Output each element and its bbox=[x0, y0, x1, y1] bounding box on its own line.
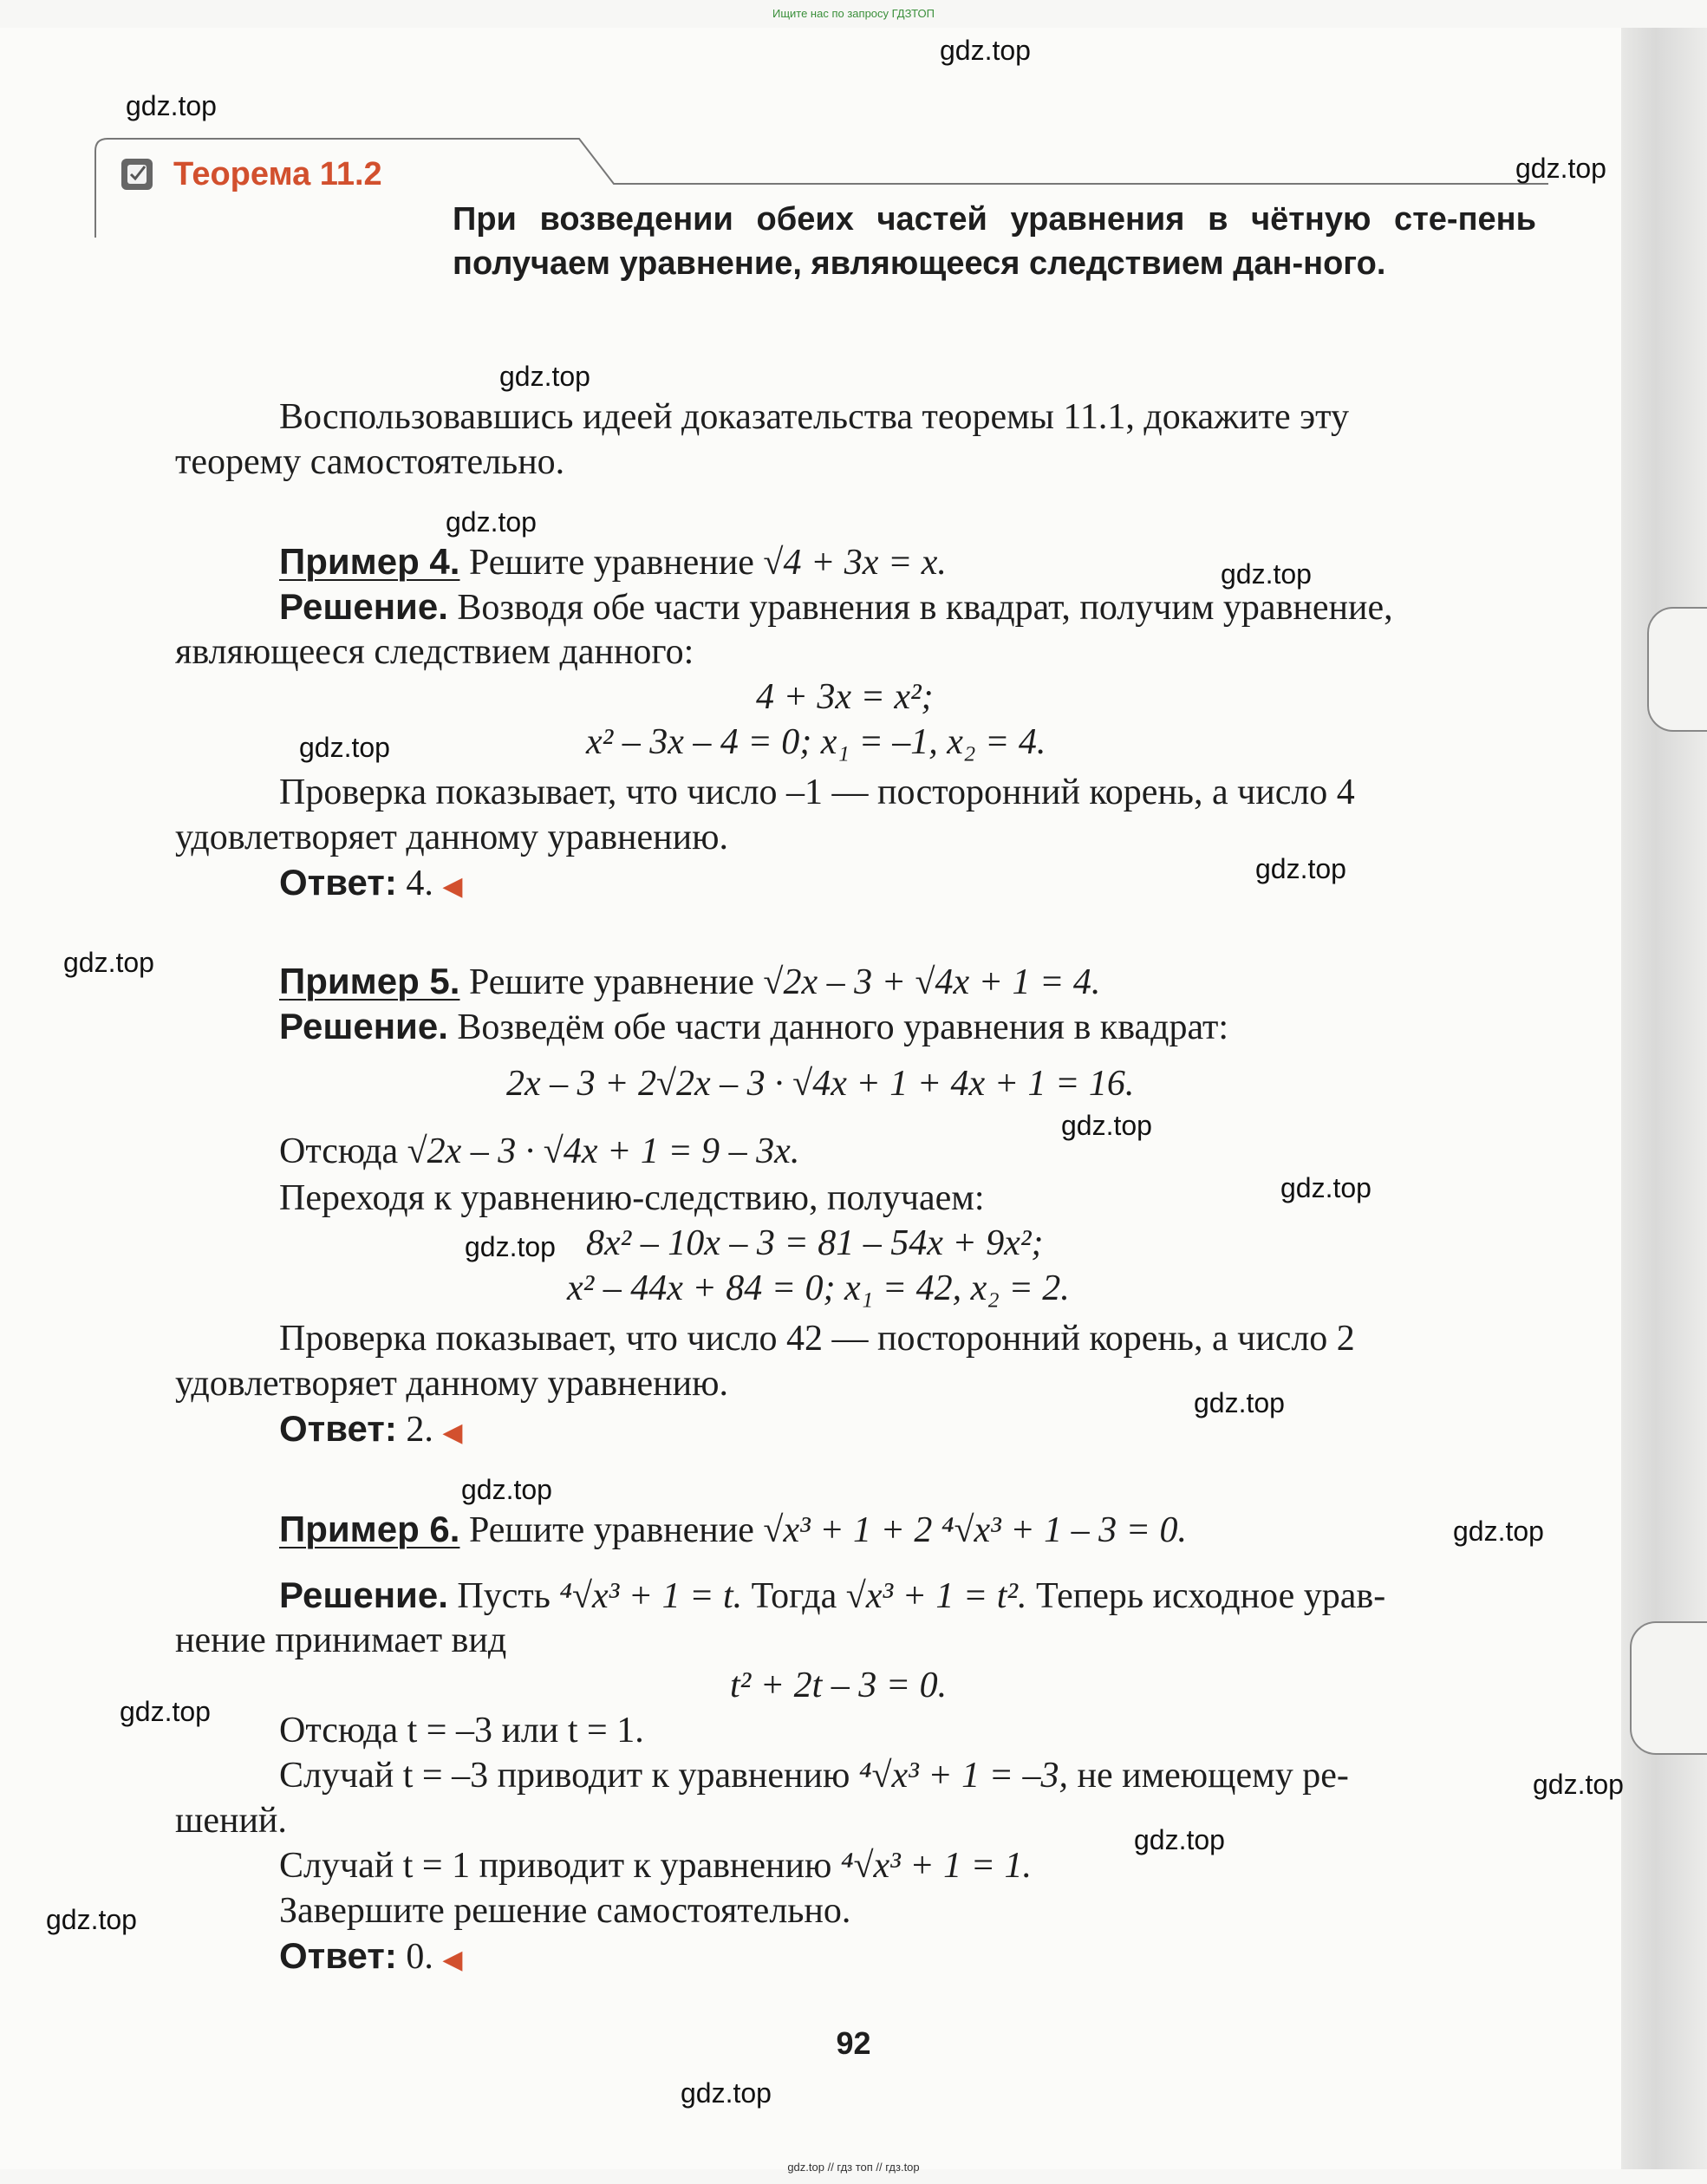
example-4-answer bbox=[279, 860, 462, 909]
page-tab-bottom bbox=[1630, 1621, 1707, 1755]
example-6-sub: ⁴√x³ + 1 = t. bbox=[559, 1576, 743, 1616]
example-4-equation: √4 + 3x = x. bbox=[763, 543, 947, 583]
example-6-hence: Отсюда t = –3 или t = 1. bbox=[279, 1711, 644, 1750]
example-4-answer-value: 4. bbox=[406, 864, 433, 903]
example-6-eq-1: t² + 2t – 3 = 0. bbox=[730, 1666, 948, 1705]
theorem-title: Теорема 11.2 bbox=[173, 156, 382, 192]
example-6-task bbox=[279, 1507, 1187, 1553]
example-4-solution-line-2: являющееся следствием данного: bbox=[175, 632, 694, 672]
example-6-rest: Теперь исходное урав- bbox=[1036, 1576, 1386, 1616]
example-6-case-2 bbox=[279, 1843, 1032, 1888]
example-5-check-1: Проверка показывает, что число 42 — посторонний корень, а число 2 bbox=[279, 1319, 1355, 1359]
example-4-solution-text: Возводя обе части уравнения в квадрат, получим уравнение, bbox=[457, 588, 1393, 628]
example-5-hence-text: Отсюда bbox=[279, 1131, 399, 1171]
example-6-finish: Завершите решение самостоятельно. bbox=[279, 1891, 851, 1931]
example-6-solution-line-2: нение принимает вид bbox=[175, 1620, 507, 1660]
end-marker-icon: ◀ bbox=[442, 1946, 463, 1974]
example-4-solution bbox=[279, 584, 1393, 630]
theorem-text: При возведении обеих частей уравнения в чётную сте-пень получаем уравнение, являющееся следствием дан-ного. bbox=[453, 201, 1536, 282]
watermark: gdz.top bbox=[46, 1904, 137, 1935]
end-marker-icon: ◀ bbox=[442, 1418, 463, 1447]
intro-line-1: Воспользовавшись идеей доказательства теоремы 11.1, докажите эту bbox=[279, 397, 1349, 437]
example-5-check-2: удовлетворяет данному уравнению. bbox=[175, 1364, 728, 1404]
example-6-solution-label: Решение. bbox=[279, 1574, 448, 1615]
example-4-eq-2: x² – 3x – 4 = 0; x₁ = –1, x₂ = 4. bbox=[586, 722, 1046, 762]
watermark: gdz.top bbox=[1255, 853, 1346, 884]
watermark: gdz.top bbox=[446, 506, 537, 538]
watermark: gdz.top bbox=[299, 732, 390, 763]
example-6-case-1-line-2: шений. bbox=[175, 1801, 287, 1841]
example-5-eq-3: 8x² – 10x – 3 = 81 – 54x + 9x²; bbox=[586, 1223, 1044, 1263]
example-4-eq-1: 4 + 3x = x²; bbox=[756, 677, 934, 717]
example-5-eq-4: x² – 44x + 84 = 0; x₁ = 42, x₂ = 2. bbox=[567, 1268, 1070, 1308]
watermark: gdz.top bbox=[499, 361, 590, 392]
watermark: gdz.top bbox=[681, 2077, 772, 2109]
watermark: gdz.top bbox=[63, 947, 154, 978]
watermark: gdz.top bbox=[126, 90, 217, 121]
watermark: gdz.top bbox=[940, 35, 1031, 66]
example-5-solution bbox=[279, 1004, 1228, 1050]
example-5-eq-2: √2x – 3 · √4x + 1 = 9 – 3x. bbox=[407, 1131, 800, 1171]
example-5-transition: Переходя к уравнению-следствию, получаем: bbox=[279, 1178, 985, 1218]
watermark: gdz.top bbox=[1221, 558, 1312, 590]
example-6-solution bbox=[279, 1573, 1385, 1619]
watermark: gdz.top bbox=[1194, 1387, 1285, 1418]
watermark: gdz.top bbox=[465, 1231, 556, 1262]
example-5-task bbox=[279, 959, 1100, 1005]
example-5-solution-text: Возведём обе части данного уравнения в квадрат: bbox=[457, 1007, 1229, 1047]
example-4-answer-label: Ответ: bbox=[279, 862, 397, 903]
page-edge bbox=[1621, 28, 1707, 2169]
watermark: gdz.top bbox=[1533, 1769, 1624, 1800]
example-5-answer-label: Ответ: bbox=[279, 1408, 397, 1449]
page-number: 92 bbox=[836, 2025, 871, 2061]
example-6-then: Тогда bbox=[751, 1576, 837, 1616]
example-5-solution-label: Решение. bbox=[279, 1006, 448, 1046]
example-6-case-2-text: Случай t = 1 приводит к уравнению bbox=[279, 1846, 832, 1886]
example-5-equation: √2x – 3 + √4x + 1 = 4. bbox=[763, 962, 1101, 1002]
example-4-solution-label: Решение. bbox=[279, 586, 448, 627]
example-4-task bbox=[279, 539, 947, 585]
example-6-answer bbox=[279, 1933, 462, 1983]
example-4-task-text: Решите уравнение bbox=[468, 543, 754, 583]
page-tab-top bbox=[1647, 607, 1707, 732]
end-marker-icon: ◀ bbox=[442, 872, 463, 901]
example-5-task-text: Решите уравнение bbox=[468, 962, 754, 1002]
theorem-icon bbox=[121, 159, 153, 190]
example-5-eq-1: 2x – 3 + 2√2x – 3 · √4x + 1 + 4x + 1 = 16. bbox=[506, 1064, 1135, 1104]
example-5-hence bbox=[279, 1129, 799, 1174]
example-6-case-1-eq: ⁴√x³ + 1 = –3, bbox=[858, 1756, 1068, 1796]
example-4-check-2: удовлетворяет данному уравнению. bbox=[175, 818, 728, 857]
watermark: gdz.top bbox=[1280, 1172, 1371, 1203]
example-6-task-text: Решите уравнение bbox=[468, 1510, 754, 1550]
example-6-case-1-tail: не имеющему ре- bbox=[1077, 1756, 1349, 1796]
watermark: gdz.top bbox=[120, 1696, 211, 1727]
watermark: gdz.top bbox=[461, 1474, 552, 1505]
example-6-case-1 bbox=[279, 1753, 1349, 1798]
example-5-answer-value: 2. bbox=[406, 1410, 433, 1450]
example-4-label: Пример 4. bbox=[279, 541, 460, 582]
watermark: gdz.top bbox=[1453, 1516, 1544, 1547]
example-5-answer bbox=[279, 1406, 462, 1456]
intro-line-2: теорему самостоятельно. bbox=[175, 442, 565, 482]
example-6-equation: √x³ + 1 + 2 ⁴√x³ + 1 – 3 = 0. bbox=[763, 1510, 1187, 1550]
example-6-case-2-eq: ⁴√x³ + 1 = 1. bbox=[840, 1846, 1032, 1886]
example-6-let: Пусть bbox=[457, 1576, 551, 1616]
example-4-check-1: Проверка показывает, что число –1 — посторонний корень, а число 4 bbox=[279, 773, 1355, 812]
watermark: gdz.top bbox=[1134, 1824, 1225, 1855]
bottom-caption: gdz.top // гдз топ // гдз.top bbox=[787, 2161, 920, 2174]
example-6-label: Пример 6. bbox=[279, 1509, 460, 1549]
example-6-case-1-text: Случай t = –3 приводит к уравнению bbox=[279, 1756, 850, 1796]
watermark: gdz.top bbox=[1061, 1110, 1152, 1141]
example-5-label: Пример 5. bbox=[279, 961, 460, 1001]
example-6-sub-2: √x³ + 1 = t². bbox=[845, 1576, 1027, 1616]
example-6-answer-value: 0. bbox=[406, 1937, 433, 1977]
watermark: gdz.top bbox=[1515, 153, 1606, 184]
example-6-answer-label: Ответ: bbox=[279, 1935, 397, 1976]
top-caption: Ищите нас по запросу ГДЗТОП bbox=[772, 7, 935, 20]
